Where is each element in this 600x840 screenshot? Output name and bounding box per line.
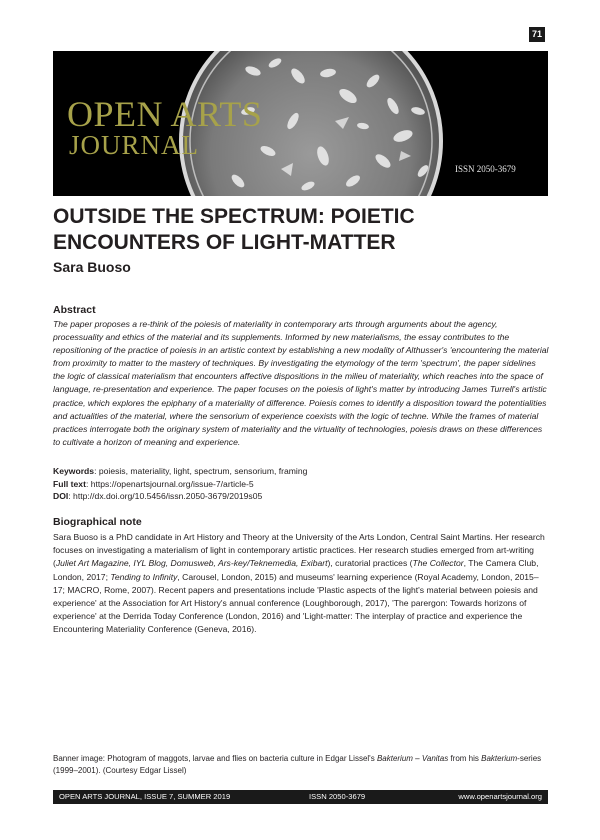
article-metadata [53, 465, 550, 503]
fulltext-label: Full text [53, 478, 86, 489]
footer-url[interactable]: www.openartsjournal.org [458, 792, 542, 801]
footer-issn: ISSN 2050-3679 [309, 792, 366, 801]
article-title: OUTSIDE THE SPECTRUM: POIETIC ENCOUNTERS OF LIGHT-MATTER [53, 205, 415, 254]
banner-caption: Banner image: Photogram of maggots, larvae and flies on bacteria culture in Edgar Lissel's Bakterium – Vanitas from his Bakterium-series (1999–2001). (Courtesy Edgar Lissel) [53, 754, 542, 775]
journal-logo-line2: JOURNAL [69, 130, 200, 160]
doi-line [53, 490, 550, 503]
keywords-value: : poiesis, materiality, light, spectrum, sensorium, framing [94, 466, 308, 476]
keywords-line [53, 465, 550, 478]
article-author: Sara Buoso [53, 259, 131, 275]
doi-label: DOI [53, 491, 69, 502]
page-footer [53, 790, 548, 804]
banner-issn: ISSN 2050-3679 [455, 164, 516, 174]
journal-logo-line1: OPEN ARTS [67, 94, 263, 134]
bio-heading: Biographical note [53, 516, 142, 528]
abstract-heading: Abstract [53, 304, 96, 316]
fulltext-line [53, 478, 550, 491]
keywords-label: Keywords [53, 466, 95, 476]
abstract-text: The paper proposes a re-think of the poiesis of materiality in contemporary arts through arguments about the agency, processuality and ethics of the material and its supplements. Informed by new materialisms, the essay contributes to the repositioning of the practice of poiesis in an artistic context by establishing a new modality of Althusser's 'encountering the material from proximity to matter to the mastery of techniques. By investigating the etymology of the term 'spectrum', the paper sidelines the logic of classical materialism that encounters affective dispositions in the milieu of materiality, which reaches into the space of language, re-presentation and experience. The paper focuses on the poiesis of light's matter by introducing James Turrell's artistic practice, which explores the epiphany of a materiality of difference. Poiesis comes to identify a disposition toward the potentialities and actualities of the material, where the sensorium of experience coexists with the logic of techne. While the frames of material practices interrogate both the originary system of materiality and the virtuality of technologies, poiesis draws on these differences to cultivate a horizon of meaning and experience. [53, 319, 549, 447]
fulltext-value[interactable]: : https://openartsjournal.org/issue-7/article-5 [85, 478, 254, 489]
bio-text: Sara Buoso is a PhD candidate in Art History and Theory at the University of the Arts London, Central Saint Martins. Her research focuses on investigating a materialism of light in contemporary artistic practices. Her research studies emerged from art-writing (Juliet Art Magazine, IYL Blog, Domusweb, Ars-key/Teknemedia, Exibart), curatorial practices (The Collector, The Camera Club, London, 2017; Tending to Infinity, Carousel, London, 2015) and museums' learning experience (Royal Academy, London, 2015–17; MACRO, Rome, 2007). Recent papers and presentations include 'Plastic aspects of the light's material between poiesis and experience' at the Association for Art History's annual conference (Loughborough, 2017), 'The parergon: Towards horizons of experience' at the Derrida Today Conference (London, 2016) and 'Light-matter: The interplay of practice and experience the Encountering Materiality Conference (Geneva, 2016). [53, 532, 545, 635]
banner-image [53, 51, 548, 196]
doi-value[interactable]: : http://dx.doi.org/10.5456/issn.2050-3679/2019s05 [68, 491, 263, 502]
page-number: 71 [529, 27, 545, 42]
footer-journal: OPEN ARTS JOURNAL, ISSUE 7, SUMMER 2019 [59, 792, 231, 801]
